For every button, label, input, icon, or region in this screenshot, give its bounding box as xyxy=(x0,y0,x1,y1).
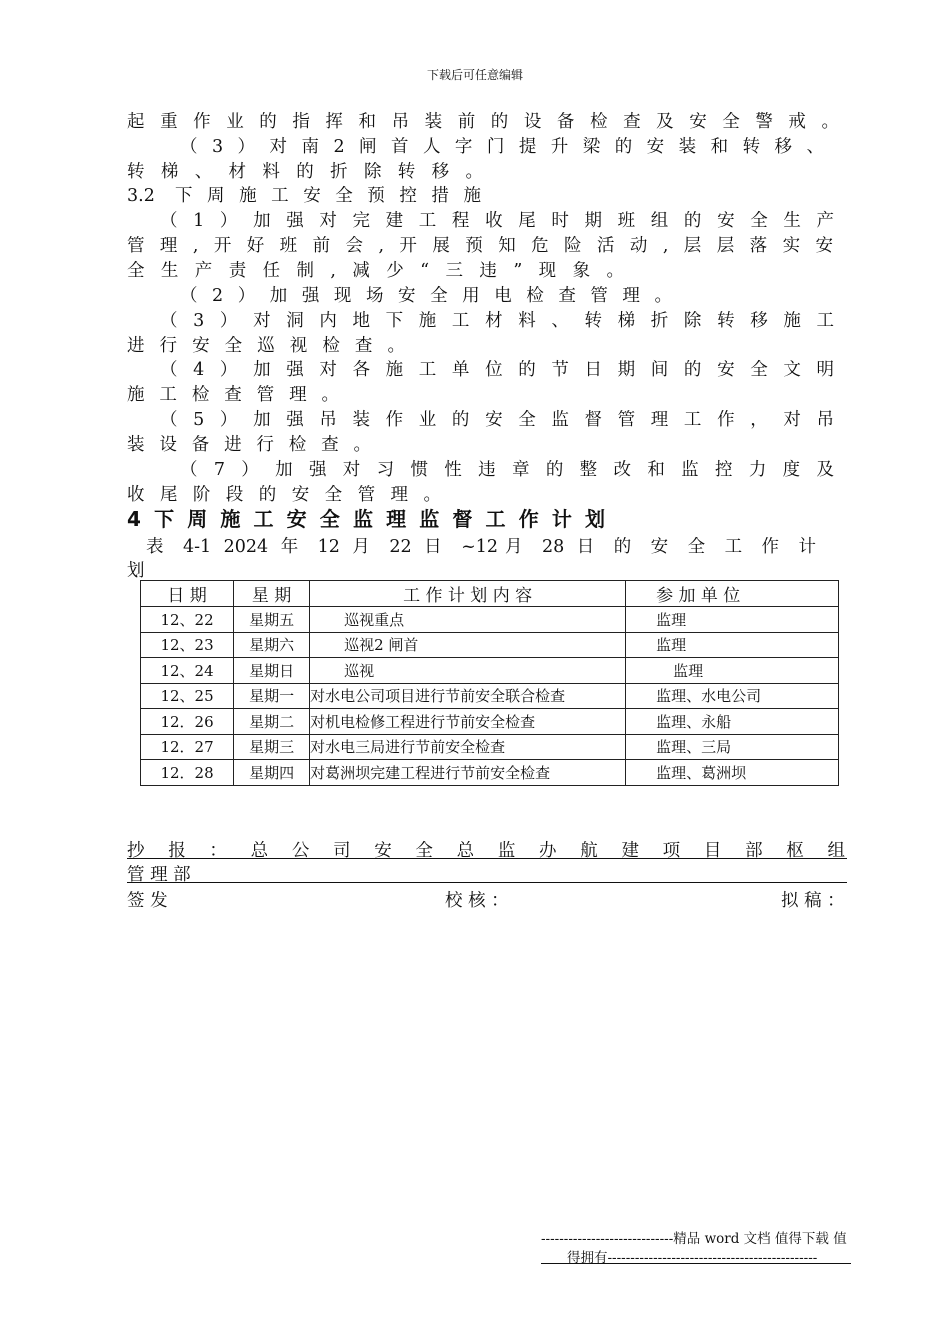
body-line-10: 进行安全巡视检查。 xyxy=(127,336,405,356)
cell-units: 监理、三局 xyxy=(626,734,839,760)
cell-content: 巡视 xyxy=(310,658,626,684)
cell-content: 对水电三局进行节前安全检查 xyxy=(310,734,626,760)
table-row xyxy=(141,607,839,633)
body-line-13: （5）加强吊装作业的安全监督管理工作，对吊 xyxy=(160,410,834,430)
table-caption: 表 4-1 2024 年 12 月 22 日 ~12月 28 日 的 安 全 工 作 计 xyxy=(146,537,816,557)
body-line-8: （2）加强现场安全用电检查管理。 xyxy=(180,286,672,306)
cell-date: 12、24 xyxy=(141,658,234,684)
table-caption-wrap: 划 xyxy=(127,561,145,581)
distribution-underline-1 xyxy=(127,858,847,859)
cell-date: 12、23 xyxy=(141,632,234,658)
body-line-3: 转梯、材料的折除转移。 xyxy=(127,162,483,182)
distribution-underline-2 xyxy=(127,882,847,883)
cell-date: 12．26 xyxy=(141,709,234,735)
draft-label: 拟 稿 ： xyxy=(781,891,845,911)
cell-weekday: 星期日 xyxy=(234,658,310,684)
section-title: 4下周施工安全监理监督工作计划 xyxy=(127,507,605,531)
cell-date: 12、25 xyxy=(141,683,234,709)
cell-units: 监理 xyxy=(626,607,839,633)
body-line-2: （3）对南2闸首人字门提升梁的安装和转移、 xyxy=(180,137,824,157)
table-header-row xyxy=(141,581,839,607)
table-row xyxy=(141,632,839,658)
header-date: 日 期 xyxy=(141,581,234,607)
sign-label: 签 发 xyxy=(127,891,168,911)
distribution-line-1: 抄 报 ： 总 公 司 安 全 总 监 办 航 建 项 目 部 枢 组 xyxy=(127,841,845,861)
header-units: 参 加 单 位 xyxy=(626,581,839,607)
footer-line-1: -----------------------------精品 word 文档 值得下载 值 xyxy=(541,1231,847,1247)
cell-weekday: 星期四 xyxy=(234,760,310,786)
check-label: 校 核 ： xyxy=(445,891,509,911)
cell-units: 监理、水电公司 xyxy=(626,683,839,709)
cell-content: 巡视重点 xyxy=(310,607,626,633)
cell-weekday: 星期二 xyxy=(234,709,310,735)
body-line-4: 3.2 下周施工安全预控措施 xyxy=(127,186,481,206)
body-line-11: （4）加强对各施工单位的节日期间的安全文明 xyxy=(160,360,834,380)
cell-content: 对水电公司项目进行节前安全联合检查 xyxy=(310,683,626,709)
table-row xyxy=(141,683,839,709)
body-line-14: 装设备进行检查。 xyxy=(127,435,371,455)
work-plan-table xyxy=(140,580,839,786)
footer-rule xyxy=(541,1263,851,1264)
body-line-1: 起重作业的指挥和吊装前的设备检查及安全警戒。 xyxy=(127,112,839,132)
table-row xyxy=(141,709,839,735)
table-row xyxy=(141,734,839,760)
cell-units: 监理 xyxy=(626,632,839,658)
footer-line-2: 得拥有---------------------------------------------- xyxy=(567,1250,818,1266)
cell-weekday: 星期六 xyxy=(234,632,310,658)
cell-units: 监理、永船 xyxy=(626,709,839,735)
cell-weekday: 星期三 xyxy=(234,734,310,760)
cell-weekday: 星期一 xyxy=(234,683,310,709)
body-line-5: （1）加强对完建工程收尾时期班组的安全生产 xyxy=(160,211,834,231)
cell-units: 监理、葛洲坝 xyxy=(626,760,839,786)
body-line-16: 收尾阶段的安全管理。 xyxy=(127,485,441,505)
table-row xyxy=(141,658,839,684)
cell-date: 12．27 xyxy=(141,734,234,760)
header-weekday: 星 期 xyxy=(234,581,310,607)
body-line-6: 管理,开好班前会,开展预知危险活动,层层落实安 xyxy=(127,236,833,256)
cell-content: 对葛洲坝完建工程进行节前安全检查 xyxy=(310,760,626,786)
cell-weekday: 星期五 xyxy=(234,607,310,633)
body-line-15: （7）加强对习惯性违章的整改和监控力度及 xyxy=(180,460,834,480)
body-line-12: 施工检查管理。 xyxy=(127,385,339,405)
page-header: 下载后可任意编辑 xyxy=(426,68,523,82)
cell-date: 12、22 xyxy=(141,607,234,633)
body-line-9: （3）对洞内地下施工材料、转梯折除转移施工 xyxy=(160,311,834,331)
distribution-line-2: 管 理 部 xyxy=(127,865,191,885)
cell-date: 12．28 xyxy=(141,760,234,786)
header-content: 工 作 计 划 内 容 xyxy=(310,581,626,607)
table-row xyxy=(141,760,839,786)
cell-units: 监理 xyxy=(626,658,839,684)
cell-content: 对机电检修工程进行节前安全检查 xyxy=(310,709,626,735)
cell-content: 巡视2 闸首 xyxy=(310,632,626,658)
body-line-7: 全生产责任制,减少“三违”现象。 xyxy=(127,261,624,281)
